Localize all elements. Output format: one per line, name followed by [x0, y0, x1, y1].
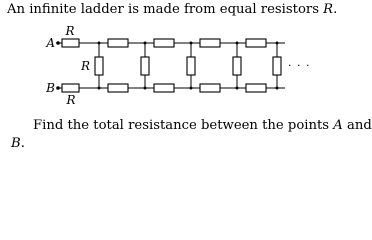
question-variable-a: A [333, 118, 343, 133]
rung-resistors [95, 42, 281, 90]
terminal-b-node [56, 86, 60, 90]
terminal-b-label: B [46, 81, 55, 95]
rung-resistor [95, 57, 103, 75]
rung-resistor [141, 57, 149, 75]
top-resistor [154, 39, 174, 47]
continuation-ellipsis: · · · [288, 59, 311, 72]
bottom-resistor [246, 84, 266, 92]
bottom-resistor-label: R [66, 93, 76, 107]
top-resistor-label: R [65, 24, 75, 38]
rung-resistor [187, 57, 195, 75]
bottom-resistor [108, 84, 128, 92]
rung-resistor [233, 57, 241, 75]
question-period: . [20, 136, 25, 151]
question-text: Find the total resistance between the points [33, 118, 334, 133]
intro-text: An infinite ladder is made from equal resistors [7, 2, 324, 17]
top-resistor [200, 39, 220, 47]
top-resistor [108, 39, 128, 47]
top-resistor [246, 39, 266, 47]
rung-resistor-label: R [80, 59, 90, 73]
question-and: and [342, 118, 372, 133]
bottom-resistor [62, 84, 79, 92]
intro-period: . [333, 2, 338, 17]
terminal-a-label: A [46, 36, 55, 50]
top-resistor [62, 39, 79, 47]
bottom-resistor [154, 84, 174, 92]
question-line-1 [33, 118, 372, 134]
terminal-a-node [56, 41, 60, 45]
rung-resistor [273, 57, 281, 75]
question-variable-b: B [11, 136, 21, 151]
question-line-2 [11, 136, 25, 152]
bottom-resistor [200, 84, 220, 92]
intro-variable-r: R [323, 2, 334, 17]
